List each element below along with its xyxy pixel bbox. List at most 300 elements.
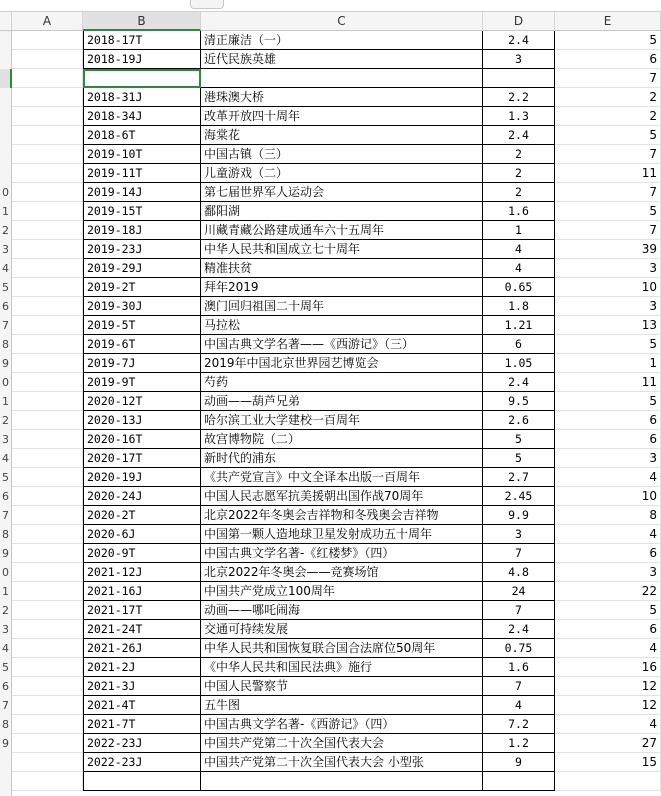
cell-b-code[interactable]: 2019-29J <box>83 259 201 278</box>
cell-b-code[interactable]: 2020-2T <box>83 506 201 525</box>
cell-b-code[interactable]: 2019-6T <box>83 335 201 354</box>
cell-e-count[interactable]: 4 <box>555 468 661 487</box>
table-row <box>12 164 661 183</box>
cell-d-value[interactable]: 2.45 <box>483 487 555 506</box>
cell-b-code[interactable]: 2018-6T <box>83 126 201 145</box>
cell-e-count[interactable]: 2 <box>555 88 661 107</box>
row-header[interactable] <box>0 31 12 50</box>
cell-c-name[interactable]: 哈尔滨工业大学建校一百周年 <box>201 411 483 430</box>
cell-b-code[interactable]: 2019-30J <box>83 297 201 316</box>
row-header[interactable] <box>0 715 12 734</box>
cell-d-value[interactable]: 1.05 <box>483 354 555 373</box>
cell-d-value[interactable]: 4 <box>483 240 555 259</box>
cell-d-value[interactable]: 4 <box>483 696 555 715</box>
cell-c-name[interactable]: 动画——哪吒闹海 <box>201 601 483 620</box>
cell-b-code[interactable]: 2020-9T <box>83 544 201 563</box>
cell-a[interactable] <box>12 278 83 297</box>
cell-a[interactable] <box>12 411 83 430</box>
row-header[interactable] <box>0 544 12 563</box>
row-number: 4 <box>2 642 9 655</box>
cell-e-count[interactable]: 22 <box>555 582 661 601</box>
row-header[interactable] <box>0 278 12 297</box>
column-header-d[interactable]: D <box>483 12 555 31</box>
cell-d-value[interactable]: 2.6 <box>483 411 555 430</box>
cell-e-count[interactable]: 4 <box>555 525 661 544</box>
cell-a[interactable] <box>12 202 83 221</box>
cell-b-code[interactable]: 2018-17T <box>83 31 201 50</box>
table-row <box>12 468 661 487</box>
cell-b-code[interactable]: 2019-23J <box>83 240 201 259</box>
cell-b-code[interactable]: 2019-9T <box>83 373 201 392</box>
cell-a[interactable] <box>12 126 83 145</box>
cell-d-value[interactable]: 2.4 <box>483 373 555 392</box>
table-row <box>12 563 661 582</box>
cell-d-value[interactable]: 7 <box>483 677 555 696</box>
row-number: 1 <box>2 205 9 218</box>
cell-b-code[interactable]: 2021-2J <box>83 658 201 677</box>
cell-d-value[interactable]: 6 <box>483 335 555 354</box>
cell-a[interactable] <box>12 164 83 183</box>
row-header[interactable] <box>0 677 12 696</box>
cell-b-code[interactable]: 2020-12T <box>83 392 201 411</box>
table-row <box>12 392 661 411</box>
cell-a[interactable] <box>12 221 83 240</box>
cell-e-count[interactable]: 5 <box>555 126 661 145</box>
row-number: 0 <box>2 376 9 389</box>
cell-c-name[interactable]: 北京2022年冬奥会——竞赛场馆 <box>201 563 483 582</box>
row-number: 1 <box>2 585 9 598</box>
row-number: 5 <box>2 661 9 674</box>
column-header-b[interactable]: B <box>83 12 201 31</box>
cell-d-value[interactable]: 1 <box>483 221 555 240</box>
empty-cell[interactable] <box>483 772 555 791</box>
cell-c-name[interactable]: 港珠澳大桥 <box>201 88 483 107</box>
cell-b-code[interactable] <box>83 69 201 88</box>
cell-b-code[interactable]: 2022-23J <box>83 753 201 772</box>
cell-c-name[interactable]: 中国人民警察节 <box>201 677 483 696</box>
cell-c-name[interactable]: 鄱阳湖 <box>201 202 483 221</box>
cell-a[interactable] <box>12 715 83 734</box>
table-row <box>12 354 661 373</box>
cell-a[interactable] <box>12 107 83 126</box>
cell-b-code[interactable]: 2021-3J <box>83 677 201 696</box>
cell-d-value[interactable]: 1.3 <box>483 107 555 126</box>
cell-c-name[interactable]: 2019年中国北京世界园艺博览会 <box>201 354 483 373</box>
cell-b-code[interactable]: 2021-7T <box>83 715 201 734</box>
cell-e-count[interactable]: 13 <box>555 316 661 335</box>
cell-b-code[interactable]: 2019-10T <box>83 145 201 164</box>
cell-e-count[interactable]: 6 <box>555 620 661 639</box>
row-header[interactable] <box>0 430 12 449</box>
cell-e-count[interactable]: 8 <box>555 506 661 525</box>
cell-a[interactable] <box>12 449 83 468</box>
row-header[interactable] <box>0 639 12 658</box>
cell-b-code[interactable]: 2021-4T <box>83 696 201 715</box>
table-row <box>12 278 661 297</box>
cell-c-name[interactable]: 改革开放四十周年 <box>201 107 483 126</box>
cell-c-name[interactable]: 儿童游戏（二） <box>201 164 483 183</box>
tab-handle[interactable] <box>190 0 224 9</box>
table-row <box>12 145 661 164</box>
cell-c-name[interactable]: 中国古镇（三） <box>201 145 483 164</box>
cell-a[interactable] <box>12 316 83 335</box>
cell-a[interactable] <box>12 183 83 202</box>
cell-c-name[interactable]: 中华人民共和国恢复联合国合法席位50周年 <box>201 639 483 658</box>
row-header[interactable] <box>0 392 12 411</box>
cell-e-count[interactable]: 6 <box>555 50 661 69</box>
cell-e-count[interactable]: 10 <box>555 487 661 506</box>
cell-b-code[interactable]: 2018-19J <box>83 50 201 69</box>
cell-c-name[interactable]: 五牛图 <box>201 696 483 715</box>
row-header[interactable] <box>0 563 12 582</box>
cell-c-name[interactable]: 第七届世界军人运动会 <box>201 183 483 202</box>
cell-a[interactable] <box>12 468 83 487</box>
row-number: 0 <box>2 186 9 199</box>
cell-b-code[interactable]: 2021-17T <box>83 601 201 620</box>
row-header[interactable] <box>0 449 12 468</box>
cell-d-value[interactable]: 7 <box>483 544 555 563</box>
cell-d-value[interactable]: 2.4 <box>483 31 555 50</box>
cell-e-count[interactable]: 4 <box>555 639 661 658</box>
select-all-corner[interactable] <box>0 12 12 31</box>
row-header[interactable] <box>0 772 12 796</box>
row-header[interactable] <box>0 107 12 126</box>
cell-d-value[interactable]: 4.8 <box>483 563 555 582</box>
cell-e-count[interactable]: 5 <box>555 31 661 50</box>
cell-c-name[interactable]: 北京2022年冬奥会吉祥物和冬残奥会吉祥物 <box>201 506 483 525</box>
table-row <box>12 183 661 202</box>
row-number: 2 <box>2 604 9 617</box>
row-header[interactable] <box>0 69 12 88</box>
cell-d-value[interactable]: 9.5 <box>483 392 555 411</box>
table-row <box>12 202 661 221</box>
cell-a[interactable] <box>12 620 83 639</box>
column-header-c[interactable]: C <box>201 12 483 31</box>
table-row <box>12 259 661 278</box>
cell-c-name[interactable]: 澳门回归祖国二十周年 <box>201 297 483 316</box>
row-header[interactable] <box>0 620 12 639</box>
table-row <box>12 316 661 335</box>
cell-e-count[interactable]: 5 <box>555 202 661 221</box>
table-row <box>12 297 661 316</box>
cell-d-value[interactable] <box>483 69 555 88</box>
table-row <box>12 544 661 563</box>
cell-b-code[interactable]: 2020-24J <box>83 487 201 506</box>
cell-e-count[interactable]: 11 <box>555 373 661 392</box>
cell-b-code[interactable]: 2020-19J <box>83 468 201 487</box>
cell-c-name[interactable]: 《共产党宣言》中文全译本出版一百周年 <box>201 468 483 487</box>
cell-b-code[interactable]: 2021-26J <box>83 639 201 658</box>
row-header[interactable] <box>0 221 12 240</box>
cell-b-code[interactable]: 2019-15T <box>83 202 201 221</box>
row-header[interactable] <box>0 335 12 354</box>
cell-e-count[interactable]: 7 <box>555 183 661 202</box>
cell-d-value[interactable]: 2 <box>483 164 555 183</box>
cell-c-name[interactable]: 新时代的浦东 <box>201 449 483 468</box>
cell-e-count[interactable]: 2 <box>555 107 661 126</box>
empty-cell[interactable] <box>201 772 483 791</box>
cell-e-count[interactable]: 39 <box>555 240 661 259</box>
row-header[interactable] <box>0 411 12 430</box>
table-row <box>12 734 661 753</box>
cell-c-name[interactable]: 故宫博物院（二） <box>201 430 483 449</box>
row-number: 8 <box>2 338 9 351</box>
row-number: 5 <box>2 471 9 484</box>
cell-e-count[interactable]: 16 <box>555 658 661 677</box>
cell-c-name[interactable]: 交通可持续发展 <box>201 620 483 639</box>
cell-c-name[interactable]: 精准扶贫 <box>201 259 483 278</box>
cell-a[interactable] <box>12 696 83 715</box>
cell-a[interactable] <box>12 354 83 373</box>
cell-e-count[interactable]: 6 <box>555 430 661 449</box>
cell-d-value[interactable]: 1.8 <box>483 297 555 316</box>
cell-a[interactable] <box>12 753 83 772</box>
row-header[interactable] <box>0 354 12 373</box>
row-number: 4 <box>2 452 9 465</box>
cell-b-code[interactable]: 2019-11T <box>83 164 201 183</box>
cell-a[interactable] <box>12 259 83 278</box>
row-number: 3 <box>2 623 9 636</box>
cell-e-count[interactable]: 12 <box>555 677 661 696</box>
cell-d-value[interactable]: 2.7 <box>483 468 555 487</box>
cell-a[interactable] <box>12 240 83 259</box>
cell-a[interactable] <box>12 525 83 544</box>
column-header-a[interactable]: A <box>12 12 83 31</box>
cell-d-value[interactable]: 3 <box>483 525 555 544</box>
cell-b-code[interactable]: 2019-5T <box>83 316 201 335</box>
cell-d-value[interactable]: 2.2 <box>483 88 555 107</box>
cell-b-code[interactable]: 2021-12J <box>83 563 201 582</box>
cell-c-name[interactable]: 清正廉洁（一） <box>201 31 483 50</box>
cell-c-name[interactable]: 中华人民共和国成立七十周年 <box>201 240 483 259</box>
table-row <box>12 677 661 696</box>
table-row <box>12 696 661 715</box>
empty-cell[interactable] <box>83 772 201 791</box>
table-row <box>12 620 661 639</box>
cell-c-name[interactable] <box>201 69 483 88</box>
row-header[interactable] <box>0 50 12 69</box>
cell-c-name[interactable]: 川藏青藏公路建成通车六十五周年 <box>201 221 483 240</box>
cell-c-name[interactable]: 中国古典文学名著-《红楼梦》（四） <box>201 544 483 563</box>
cell-d-value[interactable]: 5 <box>483 449 555 468</box>
column-header-e[interactable]: E <box>555 12 661 31</box>
cell-a[interactable] <box>12 563 83 582</box>
row-header[interactable] <box>0 696 12 715</box>
table-row <box>12 658 661 677</box>
row-header[interactable] <box>0 88 12 107</box>
cell-c-name[interactable]: 中国古典文学名著——《西游记》（三） <box>201 335 483 354</box>
cell-c-name[interactable]: 芍药 <box>201 373 483 392</box>
cell-b-code[interactable]: 2021-16J <box>83 582 201 601</box>
cell-c-name[interactable]: 中国人民志愿军抗美援朝出国作战70周年 <box>201 487 483 506</box>
cell-c-name[interactable]: 马拉松 <box>201 316 483 335</box>
cell-b-code[interactable]: 2018-34J <box>83 107 201 126</box>
cell-b-code[interactable]: 2018-31J <box>83 88 201 107</box>
row-number: 9 <box>2 357 9 370</box>
table-row <box>12 31 661 50</box>
row-number: 2 <box>2 224 9 237</box>
row-header[interactable] <box>0 506 12 525</box>
table-row <box>12 430 661 449</box>
cell-e-count[interactable]: 12 <box>555 696 661 715</box>
row-header[interactable] <box>0 487 12 506</box>
table-row <box>12 601 661 620</box>
cell-e-count[interactable]: 3 <box>555 449 661 468</box>
cell-a[interactable] <box>12 373 83 392</box>
cell-a[interactable] <box>12 145 83 164</box>
cell-e-count[interactable]: 6 <box>555 411 661 430</box>
cell-c-name[interactable]: 中国共产党第二十次全国代表大会 <box>201 734 483 753</box>
cell-a[interactable] <box>12 392 83 411</box>
cell-a[interactable] <box>12 734 83 753</box>
table-row <box>12 221 661 240</box>
cell-a[interactable] <box>12 88 83 107</box>
row-header[interactable] <box>0 297 12 316</box>
row-number: 6 <box>2 300 9 313</box>
row-header[interactable] <box>0 164 12 183</box>
cell-e-count[interactable]: 4 <box>555 715 661 734</box>
row-header[interactable] <box>0 145 12 164</box>
cell-d-value[interactable]: 5 <box>483 430 555 449</box>
empty-cell[interactable] <box>555 772 661 791</box>
cell-d-value[interactable]: 1.6 <box>483 658 555 677</box>
cell-d-value[interactable]: 2.4 <box>483 126 555 145</box>
cell-a[interactable] <box>12 658 83 677</box>
row-header[interactable] <box>0 202 12 221</box>
row-header[interactable] <box>0 259 12 278</box>
cell-d-value[interactable]: 7 <box>483 601 555 620</box>
table-row <box>12 506 661 525</box>
cell-a[interactable] <box>12 335 83 354</box>
cell-b-code[interactable]: 2020-13J <box>83 411 201 430</box>
cell-b-code[interactable]: 2019-7J <box>83 354 201 373</box>
row-header[interactable] <box>0 753 12 772</box>
cell-a[interactable] <box>12 69 83 88</box>
row-header[interactable] <box>0 582 12 601</box>
table-row <box>12 335 661 354</box>
row-header[interactable] <box>0 734 12 753</box>
cell-d-value[interactable]: 0.65 <box>483 278 555 297</box>
cell-c-name[interactable]: 拜年2019 <box>201 278 483 297</box>
row-number: 3 <box>2 243 9 256</box>
row-number: 7 <box>2 509 9 522</box>
cell-d-value[interactable]: 1.6 <box>483 202 555 221</box>
row-number: 7 <box>2 699 9 712</box>
cell-a[interactable] <box>12 639 83 658</box>
cell-b-code[interactable]: 2019-18J <box>83 221 201 240</box>
table-row <box>12 107 661 126</box>
row-number: 1 <box>2 395 9 408</box>
cell-a[interactable] <box>12 50 83 69</box>
cell-e-count[interactable]: 6 <box>555 544 661 563</box>
table-row <box>12 126 661 145</box>
cell-d-value[interactable]: 2 <box>483 183 555 202</box>
cell-e-count[interactable]: 5 <box>555 335 661 354</box>
cell-e-count[interactable]: 1 <box>555 354 661 373</box>
cell-e-count[interactable]: 3 <box>555 563 661 582</box>
cell-b-code[interactable]: 2021-24T <box>83 620 201 639</box>
cell-e-count[interactable]: 7 <box>555 69 661 88</box>
cell-b-code[interactable]: 2019-14J <box>83 183 201 202</box>
row-header[interactable] <box>0 316 12 335</box>
row-header[interactable] <box>0 601 12 620</box>
cell-a[interactable] <box>12 506 83 525</box>
cell-e-count[interactable]: 11 <box>555 164 661 183</box>
cell-e-count[interactable]: 3 <box>555 259 661 278</box>
cell-a[interactable] <box>12 430 83 449</box>
cell-e-count[interactable]: 27 <box>555 734 661 753</box>
cell-c-name[interactable]: 中国第一颗人造地球卫星发射成功五十周年 <box>201 525 483 544</box>
cell-c-name[interactable]: 《中华人民共和国民法典》施行 <box>201 658 483 677</box>
row-number: 8 <box>2 718 9 731</box>
row-number: 4 <box>2 262 9 275</box>
row-number: 6 <box>2 680 9 693</box>
cell-a[interactable] <box>12 487 83 506</box>
cell-c-name[interactable]: 中国共产党成立100周年 <box>201 582 483 601</box>
cell-a[interactable] <box>12 677 83 696</box>
cell-d-value[interactable]: 9 <box>483 753 555 772</box>
cell-d-value[interactable]: 3 <box>483 50 555 69</box>
empty-cell[interactable] <box>12 772 83 791</box>
row-header[interactable] <box>0 240 12 259</box>
row-header[interactable] <box>0 373 12 392</box>
cell-c-name[interactable]: 海棠花 <box>201 126 483 145</box>
cell-e-count[interactable]: 5 <box>555 601 661 620</box>
row-number: 6 <box>2 490 9 503</box>
cell-e-count[interactable]: 5 <box>555 392 661 411</box>
cell-d-value[interactable]: 1.21 <box>483 316 555 335</box>
cell-c-name[interactable]: 中国古典文学名著-《西游记》（四） <box>201 715 483 734</box>
row-header[interactable] <box>0 658 12 677</box>
table-row <box>12 449 661 468</box>
row-header[interactable] <box>0 468 12 487</box>
cell-e-count[interactable]: 3 <box>555 297 661 316</box>
cell-c-name[interactable]: 中国共产党第二十次全国代表大会 小型张 <box>201 753 483 772</box>
cell-b-code[interactable]: 2020-6J <box>83 525 201 544</box>
table-row <box>12 88 661 107</box>
cell-c-name[interactable]: 动画——葫芦兄弟 <box>201 392 483 411</box>
cell-a[interactable] <box>12 601 83 620</box>
table-row <box>12 753 661 772</box>
row-header[interactable] <box>0 525 12 544</box>
cell-b-code[interactable]: 2020-17T <box>83 449 201 468</box>
row-header[interactable] <box>0 126 12 145</box>
cell-b-code[interactable]: 2020-16T <box>83 430 201 449</box>
cell-c-name[interactable]: 近代民族英雄 <box>201 50 483 69</box>
cell-a[interactable] <box>12 582 83 601</box>
cell-d-value[interactable]: 9.9 <box>483 506 555 525</box>
cell-b-code[interactable]: 2019-2T <box>83 278 201 297</box>
cell-a[interactable] <box>12 544 83 563</box>
cell-e-count[interactable]: 10 <box>555 278 661 297</box>
row-number: 5 <box>2 281 9 294</box>
cell-d-value[interactable]: 2.4 <box>483 620 555 639</box>
cell-e-count[interactable]: 7 <box>555 145 661 164</box>
cell-d-value[interactable]: 2 <box>483 145 555 164</box>
cell-b-code[interactable]: 2022-23J <box>83 734 201 753</box>
cell-a[interactable] <box>12 297 83 316</box>
cell-d-value[interactable]: 4 <box>483 259 555 278</box>
cell-d-value[interactable]: 24 <box>483 582 555 601</box>
cell-d-value[interactable]: 0.75 <box>483 639 555 658</box>
row-number: 7 <box>2 319 9 332</box>
cell-e-count[interactable]: 7 <box>555 221 661 240</box>
cell-d-value[interactable]: 7.2 <box>483 715 555 734</box>
cell-a[interactable] <box>12 31 83 50</box>
row-header[interactable] <box>0 183 12 202</box>
cell-e-count[interactable]: 15 <box>555 753 661 772</box>
cell-d-value[interactable]: 1.2 <box>483 734 555 753</box>
